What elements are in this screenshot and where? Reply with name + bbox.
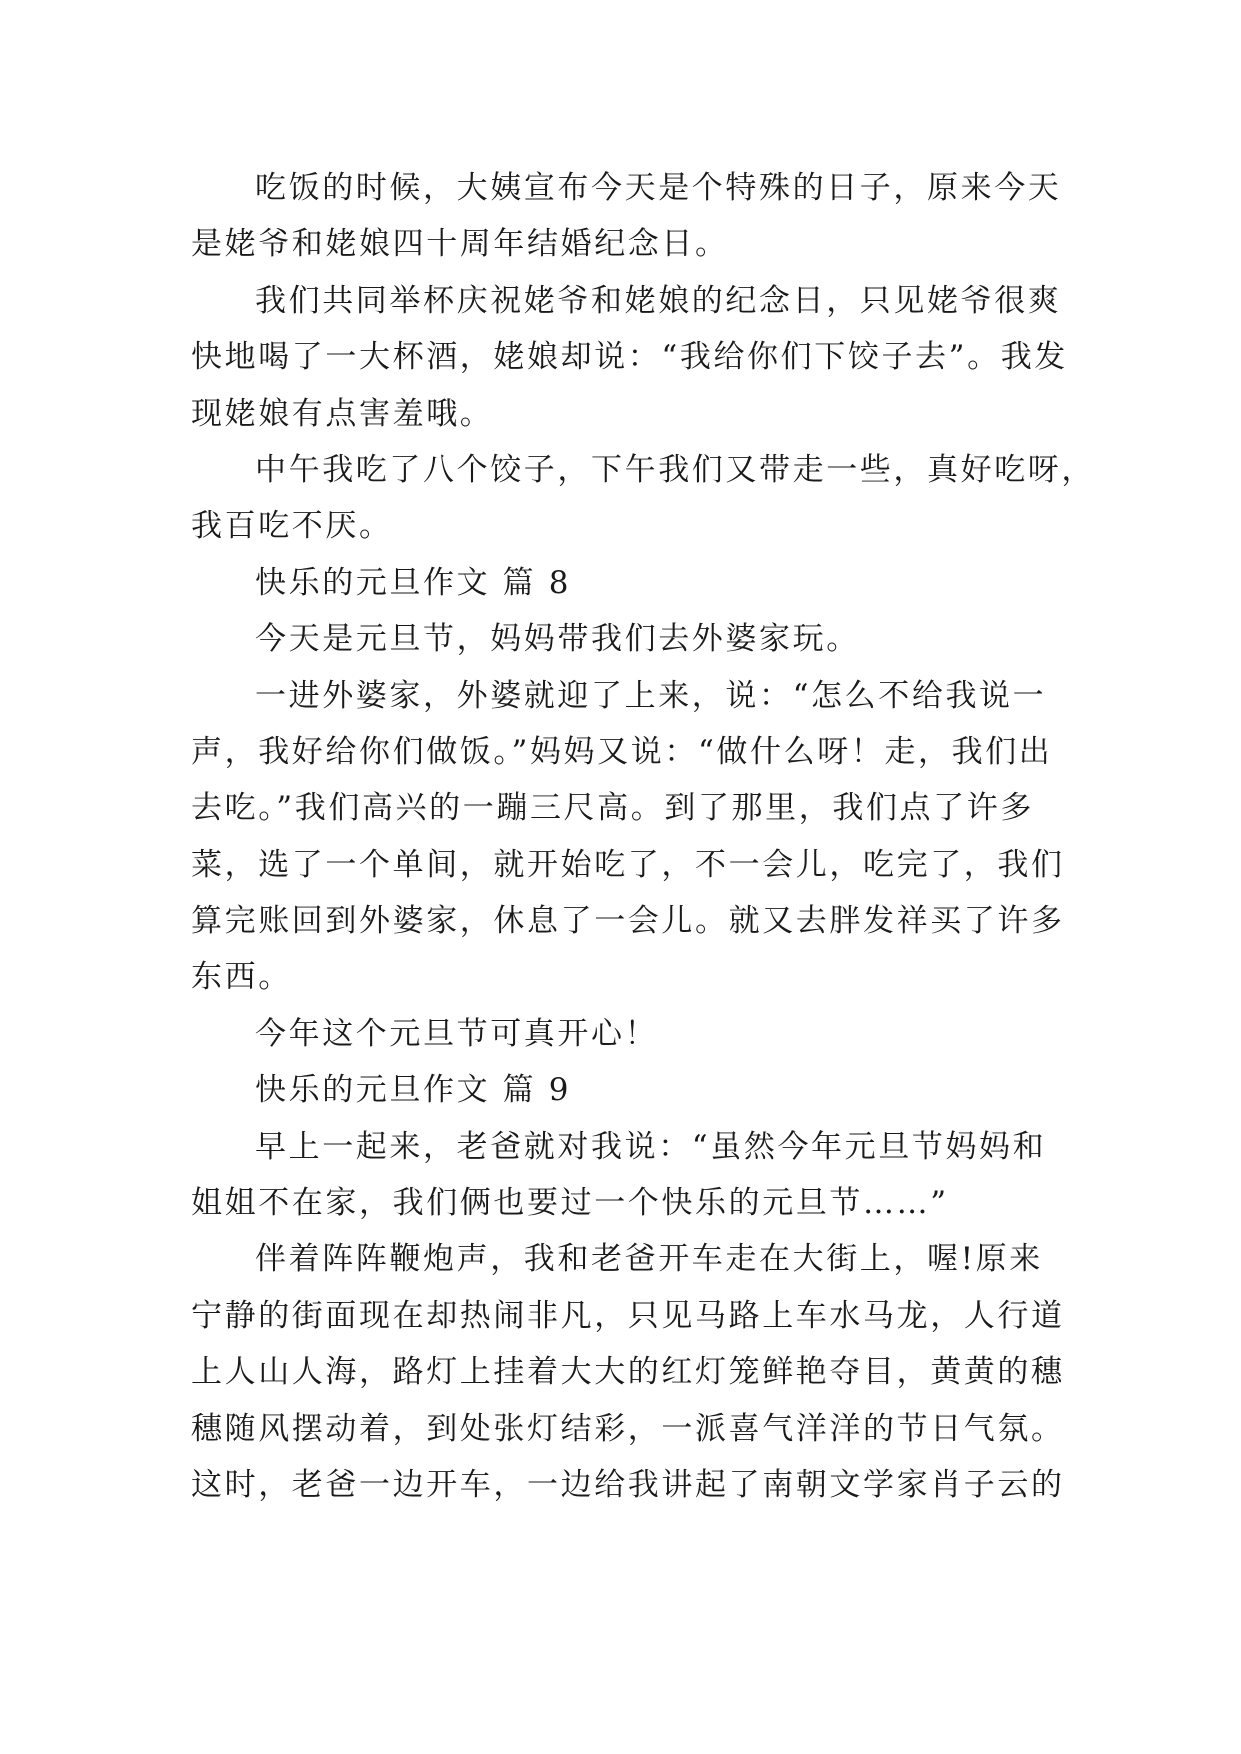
text-line: 中午我吃了八个饺子，下午我们又带走一些，真好吃呀， [255,451,1095,488]
text-line: 我们共同举杯庆祝姥爷和姥娘的纪念日，只见姥爷很爽 [255,282,1062,319]
text-line: 今天是元旦节，妈妈带我们去外婆家玩。 [255,621,860,658]
text-line: 菜，选了一个单间，就开始吃了，不一会儿，吃完了，我们 [191,846,1065,883]
text-line: 算完账回到外婆家，休息了一会儿。就又去胖发祥买了许多 [191,903,1065,940]
text-line: 快地喝了一大杯酒，姥娘却说：“我给你们下饺子去”。我发 [191,339,1068,376]
text-line: 声，我好给你们做饭。”妈妈又说：“做什么呀！走，我们出 [191,733,1053,770]
section-heading: 快乐的元旦作文 篇 8 [255,564,572,601]
text-line: 宁静的街面现在却热闹非凡，只见马路上车水马龙，人行道 [191,1297,1065,1334]
text-line: 现姥娘有点害羞哦。 [191,395,494,432]
text-line: 我百吃不厌。 [191,508,393,545]
text-line: 一进外婆家，外婆就迎了上来，说：“怎么不给我说一 [255,677,1047,714]
text-line: 吃饭的时候，大姨宣布今天是个特殊的日子，原来今天 [255,170,1062,206]
section-heading: 快乐的元旦作文 篇 9 [255,1072,572,1109]
text-line: 去吃。”我们高兴的一蹦三尺高。到了那里，我们点了许多 [191,790,1034,827]
document-body [191,160,1095,1513]
text-line: 东西。 [191,959,292,996]
text-line: 穗随风摆动着，到处张灯结彩，一派喜气洋洋的节日气氛。 [191,1410,1065,1447]
text-line: 早上一起来，老爸就对我说：“虽然今年元旦节妈妈和 [255,1128,1047,1165]
text-line: 上人山人海，路灯上挂着大大的红灯笼鲜艳夺目，黄黄的穗 [191,1354,1065,1391]
text-line: 姐姐不在家，我们俩也要过一个快乐的元旦节……” [191,1185,949,1222]
text-line: 这时，老爸一边开车，一边给我讲起了南朝文学家肖子云的 [191,1466,1065,1503]
text-line: 是姥爷和姥娘四十周年结婚纪念日。 [191,226,729,263]
text-line: 伴着阵阵鞭炮声，我和老爸开车走在大街上，喔!原来 [255,1241,1043,1278]
text-line: 今年这个元旦节可真开心！ [255,1015,659,1052]
